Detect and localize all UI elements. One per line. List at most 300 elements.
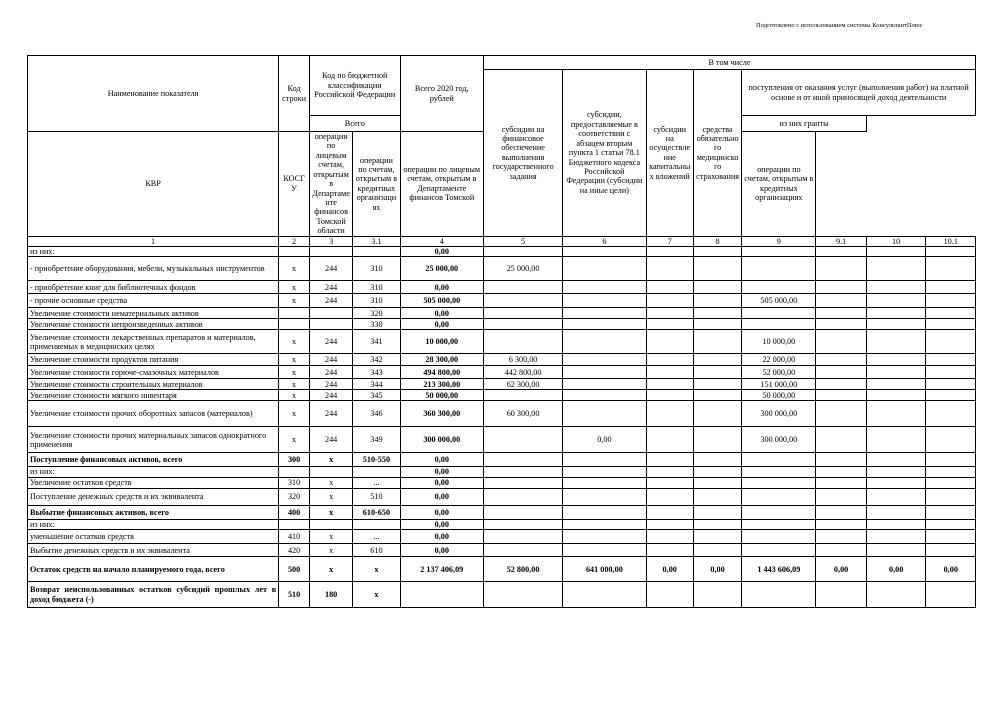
table-row <box>28 390 976 401</box>
cell-name: - прочие основные средства <box>28 294 279 308</box>
cell-kosgu: 344 <box>353 379 400 390</box>
cell-c9: 1 443 606,09 <box>742 557 816 582</box>
cell-total <box>400 582 483 608</box>
cell-kosgu: 346 <box>353 401 400 427</box>
cell-total: 0,00 <box>400 519 483 529</box>
cell-c6 <box>563 544 646 557</box>
cell-c5: 52 800,00 <box>483 557 562 582</box>
cell-kvr: х <box>310 453 353 467</box>
header-bk: Код по бюджетной классификации Российской Федерации <box>310 56 401 116</box>
table-row <box>28 354 976 366</box>
cell-c101 <box>926 354 976 366</box>
table-row <box>28 401 976 427</box>
cell-name: Поступление финансовых активов, всего <box>28 453 279 467</box>
cell-c91 <box>816 519 866 529</box>
cell-c91 <box>816 582 866 608</box>
consultant-plus-note: Подготовлено с использованием системы КонсультантПлюс <box>756 22 923 29</box>
cell-name: из них: <box>28 247 279 257</box>
cell-kvr: х <box>310 477 353 488</box>
cell-c7 <box>646 390 693 401</box>
table-row <box>28 330 976 354</box>
cell-c7 <box>646 308 693 319</box>
cell-c5: 442 800,00 <box>483 366 562 379</box>
cell-c8 <box>693 467 741 477</box>
cell-c9 <box>742 453 816 467</box>
cell-kvr <box>310 319 353 330</box>
cell-c8 <box>693 354 741 366</box>
cell-c10 <box>866 519 926 529</box>
cell-c91 <box>816 530 866 544</box>
table-row <box>28 530 976 544</box>
cell-code: х <box>279 330 310 354</box>
cell-c9: 300 000,00 <box>742 401 816 427</box>
header-kosgu: КОСГУ <box>279 132 310 237</box>
cell-c9: 300 000,00 <box>742 427 816 453</box>
cell-c6 <box>563 530 646 544</box>
cell-c10 <box>866 247 926 257</box>
cell-c9 <box>742 247 816 257</box>
table-row <box>28 488 976 505</box>
cell-code <box>279 519 310 529</box>
cell-c9 <box>742 319 816 330</box>
cell-name: из них: <box>28 467 279 477</box>
cell-c7 <box>646 582 693 608</box>
cell-c10 <box>866 530 926 544</box>
cell-c5 <box>483 319 562 330</box>
cell-kosgu: 349 <box>353 427 400 453</box>
cell-c7 <box>646 330 693 354</box>
column-number: 5 <box>483 236 562 246</box>
cell-c6: 0,00 <box>563 427 646 453</box>
cell-c7 <box>646 453 693 467</box>
cell-c91 <box>816 257 866 281</box>
cell-total: 0,00 <box>400 281 483 294</box>
cell-kosgu <box>353 467 400 477</box>
cell-c9 <box>742 281 816 294</box>
header-c9: операции по лицевым счетам, открытым в Департаменте финансов Томской области <box>310 132 353 237</box>
cell-c5 <box>483 330 562 354</box>
cell-kosgu: 610 <box>353 544 400 557</box>
cell-kosgu: ... <box>353 530 400 544</box>
cell-c5 <box>483 247 562 257</box>
cell-code: 420 <box>279 544 310 557</box>
cell-c101 <box>926 281 976 294</box>
table-row <box>28 257 976 281</box>
cell-name: Увеличение стоимости прочих материальных запасов однократного применения <box>28 427 279 453</box>
cell-c6 <box>563 281 646 294</box>
cell-c9 <box>742 582 816 608</box>
cell-kvr <box>310 308 353 319</box>
cell-c9 <box>742 488 816 505</box>
cell-code: 410 <box>279 530 310 544</box>
cell-c9 <box>742 544 816 557</box>
cell-kvr <box>310 247 353 257</box>
cell-c10 <box>866 308 926 319</box>
cell-c101 <box>926 294 976 308</box>
cell-c91 <box>816 477 866 488</box>
cell-kosgu: 310 <box>353 281 400 294</box>
table-row <box>28 519 976 529</box>
cell-code: х <box>279 294 310 308</box>
cell-c91 <box>816 281 866 294</box>
cell-c7: 0,00 <box>646 557 693 582</box>
cell-kosgu: 343 <box>353 366 400 379</box>
cell-code: 510 <box>279 582 310 608</box>
cell-code: 310 <box>279 477 310 488</box>
cell-kvr: 180 <box>310 582 353 608</box>
cell-c6 <box>563 330 646 354</box>
cell-code: х <box>279 390 310 401</box>
table-row <box>28 294 976 308</box>
cell-c8 <box>693 519 741 529</box>
cell-c91 <box>816 505 866 519</box>
cell-c101 <box>926 319 976 330</box>
cell-code <box>279 319 310 330</box>
header-paid: поступления от оказания услуг (выполнения работ) на платной основе и от иной приносящей доход деятельности <box>742 70 976 116</box>
cell-c5 <box>483 453 562 467</box>
cell-kosgu: 510-550 <box>353 453 400 467</box>
cell-c9: 10 000,00 <box>742 330 816 354</box>
cell-c8 <box>693 366 741 379</box>
column-number: 9 <box>742 236 816 246</box>
cell-c7 <box>646 366 693 379</box>
cell-kvr: 244 <box>310 366 353 379</box>
cell-kosgu: 341 <box>353 330 400 354</box>
cell-total: 28 300,00 <box>400 354 483 366</box>
cell-kosgu: 330 <box>353 319 400 330</box>
cell-kvr: 244 <box>310 379 353 390</box>
table-row <box>28 544 976 557</box>
cell-kvr: х <box>310 505 353 519</box>
cell-code: 500 <box>279 557 310 582</box>
table-row <box>28 247 976 257</box>
cell-name: Выбытие денежных средств и их эквивалента <box>28 544 279 557</box>
cell-code <box>279 247 310 257</box>
cell-c91 <box>816 544 866 557</box>
table-row <box>28 467 976 477</box>
cell-code: х <box>279 281 310 294</box>
cell-c91 <box>816 453 866 467</box>
cell-total: 360 300,00 <box>400 401 483 427</box>
cell-total: 0,00 <box>400 488 483 505</box>
cell-c6 <box>563 401 646 427</box>
cell-c101 <box>926 247 976 257</box>
table-row <box>28 505 976 519</box>
cell-c9 <box>742 519 816 529</box>
cell-c7 <box>646 519 693 529</box>
table-row <box>28 477 976 488</box>
cell-c8 <box>693 530 741 544</box>
cell-total: 0,00 <box>400 477 483 488</box>
cell-c6 <box>563 390 646 401</box>
cell-c8 <box>693 390 741 401</box>
column-number: 3 <box>310 236 353 246</box>
cell-c8 <box>693 247 741 257</box>
cell-c6 <box>563 379 646 390</box>
cell-c101 <box>926 453 976 467</box>
cell-code: х <box>279 354 310 366</box>
cell-name: Увеличение стоимости мягкого инвентаря <box>28 390 279 401</box>
cell-c91 <box>816 467 866 477</box>
cell-c8 <box>693 505 741 519</box>
cell-kvr: х <box>310 530 353 544</box>
cell-kvr: 244 <box>310 330 353 354</box>
cell-c8 <box>693 379 741 390</box>
cell-c9 <box>742 530 816 544</box>
cell-code: х <box>279 257 310 281</box>
cell-c8 <box>693 281 741 294</box>
cell-c8 <box>693 488 741 505</box>
cell-name: из них: <box>28 519 279 529</box>
header-c5: субсидии на финансовое обеспечение выполнения государственного задания <box>483 70 562 237</box>
cell-c91 <box>816 330 866 354</box>
cell-total: 25 000,00 <box>400 257 483 281</box>
cell-c6 <box>563 519 646 529</box>
column-number: 10 <box>866 236 926 246</box>
cell-c5: 6 300,00 <box>483 354 562 366</box>
cell-c7 <box>646 530 693 544</box>
cell-kosgu <box>353 247 400 257</box>
header-c7: субсидии на осуществление капитальных вложений <box>646 70 693 237</box>
cell-c5 <box>483 544 562 557</box>
column-number: 10.1 <box>926 236 976 246</box>
cell-kvr: х <box>310 544 353 557</box>
cell-kvr: х <box>310 488 353 505</box>
header-total: Всего 2020 год, рублей <box>400 56 483 132</box>
cell-c10 <box>866 453 926 467</box>
cell-kosgu: х <box>353 557 400 582</box>
table-row <box>28 379 976 390</box>
cell-name: Увеличение стоимости прочих оборотных запасов (материалов) <box>28 401 279 427</box>
cell-name: Возврат неиспользованных остатков субсидий прошлых лет в доход бюджета (-) <box>28 582 279 608</box>
cell-c10 <box>866 427 926 453</box>
cell-c91 <box>816 319 866 330</box>
cell-c7 <box>646 379 693 390</box>
cell-c10 <box>866 401 926 427</box>
cell-name: Увеличение стоимости лекарственных препаратов и материалов, применяемых в медицинских целях <box>28 330 279 354</box>
cell-kosgu: 610-650 <box>353 505 400 519</box>
header-kvr: КВР <box>28 132 279 237</box>
cell-c91 <box>816 366 866 379</box>
cell-c6 <box>563 354 646 366</box>
cell-c8 <box>693 319 741 330</box>
cell-c7 <box>646 544 693 557</box>
cell-c101 <box>926 366 976 379</box>
cell-kvr: 244 <box>310 281 353 294</box>
column-number: 4 <box>400 236 483 246</box>
cell-c6 <box>563 366 646 379</box>
cell-c91: 0,00 <box>816 557 866 582</box>
cell-c9: 50 000,00 <box>742 390 816 401</box>
cell-c7 <box>646 354 693 366</box>
cell-c6 <box>563 319 646 330</box>
cell-c7 <box>646 319 693 330</box>
cell-c7 <box>646 294 693 308</box>
cell-total: 0,00 <box>400 530 483 544</box>
cell-total: 0,00 <box>400 247 483 257</box>
cell-code: 320 <box>279 488 310 505</box>
cell-c9 <box>742 477 816 488</box>
cell-kvr: х <box>310 557 353 582</box>
cell-c91 <box>816 294 866 308</box>
cell-code: 400 <box>279 505 310 519</box>
cell-total: 0,00 <box>400 544 483 557</box>
cell-c8 <box>693 257 741 281</box>
cell-c91 <box>816 390 866 401</box>
header-including: В том числе <box>483 56 975 70</box>
cell-c5 <box>483 530 562 544</box>
cell-c5 <box>483 427 562 453</box>
cell-c6: 641 000,00 <box>563 557 646 582</box>
cell-c9 <box>742 257 816 281</box>
cell-c8 <box>693 427 741 453</box>
cell-kvr: 244 <box>310 401 353 427</box>
cell-c8 <box>693 582 741 608</box>
cell-c91 <box>816 354 866 366</box>
cell-c10 <box>866 354 926 366</box>
cell-total: 213 300,00 <box>400 379 483 390</box>
cell-c101 <box>926 427 976 453</box>
cell-c10 <box>866 488 926 505</box>
table-row <box>28 557 976 582</box>
header-name: Наименование показателя <box>28 56 279 132</box>
cell-c101 <box>926 330 976 354</box>
cell-kvr: 244 <box>310 390 353 401</box>
cell-c9: 151 000,00 <box>742 379 816 390</box>
cell-c5: 62 300,00 <box>483 379 562 390</box>
cell-c5 <box>483 582 562 608</box>
header-code: Код строки <box>279 56 310 132</box>
cell-c8 <box>693 308 741 319</box>
table-row <box>28 582 976 608</box>
cell-code <box>279 308 310 319</box>
cell-total: 494 800,00 <box>400 366 483 379</box>
cell-c101 <box>926 488 976 505</box>
cell-c101 <box>926 544 976 557</box>
cell-c7 <box>646 281 693 294</box>
cell-kosgu: х <box>353 582 400 608</box>
column-number: 1 <box>28 236 279 246</box>
cell-name: Увеличение стоимости строительных материалов <box>28 379 279 390</box>
cell-c10 <box>866 544 926 557</box>
cell-c8 <box>693 401 741 427</box>
cell-c5 <box>483 308 562 319</box>
cell-kosgu: ... <box>353 477 400 488</box>
cell-name: Поступление денежных средств и их эквивалента <box>28 488 279 505</box>
cell-c10 <box>866 330 926 354</box>
cell-c101 <box>926 308 976 319</box>
table-row <box>28 308 976 319</box>
cell-name: Увеличение стоимости непроизведенных активов <box>28 319 279 330</box>
cell-kosgu: 310 <box>353 257 400 281</box>
cell-c8 <box>693 477 741 488</box>
cell-c10 <box>866 294 926 308</box>
header-grants: из них гранты <box>742 116 867 132</box>
cell-c5 <box>483 519 562 529</box>
cell-c101 <box>926 477 976 488</box>
cell-name: - приобретение оборудования, мебели, музыкальных инструментов <box>28 257 279 281</box>
cell-c91 <box>816 401 866 427</box>
cell-c91 <box>816 488 866 505</box>
header-c6: субсидии, предоставляемые в соответствии с абзацем вторым пункта 1 статьи 78.1 Бюджетного кодекса Российской Федерации (субсидии на иные цели) <box>563 70 646 237</box>
header-c8: средства обязательного медицинского страхования <box>693 70 741 237</box>
cell-c10: 0,00 <box>866 557 926 582</box>
cell-c91 <box>816 379 866 390</box>
cell-c7 <box>646 257 693 281</box>
cell-c6 <box>563 294 646 308</box>
cell-c101 <box>926 390 976 401</box>
cell-c5 <box>483 390 562 401</box>
cell-c91 <box>816 427 866 453</box>
cell-c101 <box>926 519 976 529</box>
header-c101: операции по счетам, открытым в кредитных организациях <box>742 132 816 237</box>
cell-c10 <box>866 582 926 608</box>
cell-c10 <box>866 281 926 294</box>
cell-c5 <box>483 477 562 488</box>
cell-c101 <box>926 530 976 544</box>
cell-kosgu <box>353 519 400 529</box>
header-c91: операции по счетам, открытым в кредитных организациях <box>353 132 400 237</box>
cell-c5: 25 000,00 <box>483 257 562 281</box>
cell-code: х <box>279 401 310 427</box>
cell-c101 <box>926 401 976 427</box>
cell-c101 <box>926 582 976 608</box>
cell-c5 <box>483 294 562 308</box>
cell-c5 <box>483 488 562 505</box>
cell-code: х <box>279 379 310 390</box>
table-row <box>28 319 976 330</box>
cell-c6 <box>563 453 646 467</box>
cell-c8 <box>693 294 741 308</box>
column-number: 9.1 <box>816 236 866 246</box>
cell-name: Увеличение стоимости продуктов питания <box>28 354 279 366</box>
column-number: 7 <box>646 236 693 246</box>
cell-code <box>279 467 310 477</box>
cell-c10 <box>866 477 926 488</box>
cell-c101 <box>926 505 976 519</box>
cell-kosgu: 342 <box>353 354 400 366</box>
cell-name: - приобретение книг для библиотечных фондов <box>28 281 279 294</box>
column-number: 2 <box>279 236 310 246</box>
cell-kvr <box>310 519 353 529</box>
cell-c91 <box>816 308 866 319</box>
cell-c9: 22 000,00 <box>742 354 816 366</box>
cell-c9 <box>742 467 816 477</box>
cell-code: 300 <box>279 453 310 467</box>
cell-total: 0,00 <box>400 308 483 319</box>
cell-c7 <box>646 488 693 505</box>
cell-c101 <box>926 467 976 477</box>
cell-total: 0,00 <box>400 453 483 467</box>
header-all: Всего <box>310 116 401 132</box>
cell-code: х <box>279 427 310 453</box>
cell-total: 10 000,00 <box>400 330 483 354</box>
cell-total: 0,00 <box>400 467 483 477</box>
cell-name: Выбытие финансовых активов, всего <box>28 505 279 519</box>
cell-kvr: 244 <box>310 354 353 366</box>
cell-name: Увеличение стоимости горюче-смазочных материалов <box>28 366 279 379</box>
cell-kvr <box>310 467 353 477</box>
cell-c7 <box>646 477 693 488</box>
cell-total: 0,00 <box>400 319 483 330</box>
header-c10: операции по лицевым счетам, открытым в Департаменте финансов Томской <box>400 132 483 237</box>
cell-c101 <box>926 257 976 281</box>
cell-c101: 0,00 <box>926 557 976 582</box>
cell-total: 50 000,00 <box>400 390 483 401</box>
table-row <box>28 427 976 453</box>
cell-c6 <box>563 247 646 257</box>
cell-kosgu: 320 <box>353 308 400 319</box>
